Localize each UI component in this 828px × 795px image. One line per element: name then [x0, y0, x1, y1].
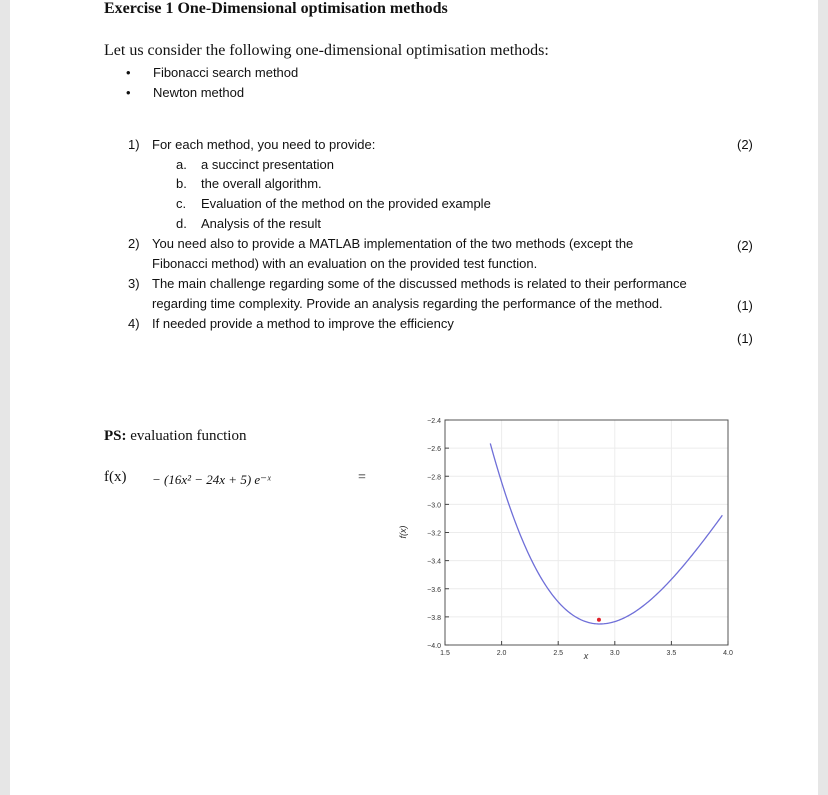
x-tick-label: 1.5	[440, 650, 450, 657]
y-tick-label: −3.6	[427, 586, 441, 594]
minimum-point	[597, 618, 601, 622]
points-label: (1)	[737, 331, 753, 346]
question-text: You need also to provide a MATLAB implementation of the two methods (except the	[152, 236, 634, 251]
y-axis-label: f(x)	[398, 525, 408, 539]
document-page	[10, 0, 818, 795]
bullet-icon: •	[126, 65, 131, 80]
y-tick-label: −3.4	[427, 558, 441, 566]
y-tick-label: −3.0	[427, 502, 441, 510]
formula-text: − (16x² − 24x + 5) e⁻ˣ	[152, 472, 271, 487]
y-axis-ticks	[427, 418, 449, 650]
y-tick-label: −2.6	[427, 446, 441, 454]
bullet-icon: •	[126, 85, 131, 100]
ps-label: PS:	[104, 428, 127, 444]
points-label: (2)	[737, 238, 753, 253]
subitem-letter: c.	[176, 196, 187, 211]
function-chart	[390, 405, 750, 670]
ps-text: evaluation function	[126, 428, 247, 444]
x-tick-label: 2.5	[553, 650, 564, 657]
method-label: Newton method	[153, 85, 245, 100]
y-tick-label: −2.4	[427, 418, 441, 425]
points-label: (1)	[737, 298, 753, 313]
x-tick-label: 3.0	[609, 650, 620, 657]
subitem-letter: b.	[176, 176, 187, 191]
subitem-letter: d.	[176, 216, 187, 231]
subitem-text: Evaluation of the method on the provided example	[201, 196, 491, 211]
question-number: 3)	[128, 276, 140, 291]
question-text: For each method, you need to provide:	[152, 137, 376, 152]
x-tick-label: 3.5	[666, 650, 677, 657]
intro-text: Let us consider the following one-dimensional optimisation methods:	[104, 42, 549, 59]
question-text: If needed provide a method to improve the efficiency	[152, 316, 454, 331]
subitem-text: Analysis of the result	[201, 216, 321, 231]
question-text: The main challenge regarding some of the discussed methods is related to their performance	[152, 276, 687, 291]
subitem-text: the overall algorithm.	[201, 176, 322, 191]
chart-grid	[445, 420, 728, 645]
y-tick-label: −4.0	[427, 643, 441, 650]
x-tick-label: 2.0	[496, 650, 507, 657]
fx-label: f(x)	[104, 469, 127, 485]
x-axis-label: x	[583, 651, 589, 661]
y-tick-label: −3.2	[427, 530, 441, 538]
ps-heading	[104, 428, 246, 445]
question-text: regarding time complexity. Provide an analysis regarding the performance of the method.	[152, 296, 663, 311]
equals-sign: =	[358, 470, 366, 485]
question-text: Fibonacci method) with an evaluation on the provided test function.	[152, 256, 538, 271]
question-number: 1)	[128, 137, 140, 152]
points-label: (2)	[737, 137, 753, 152]
subitem-text: a succinct presentation	[201, 157, 334, 172]
y-tick-label: −3.8	[427, 614, 441, 622]
x-tick-label: 4.0	[723, 650, 733, 657]
y-tick-label: −2.8	[427, 474, 441, 482]
subitem-letter: a.	[176, 157, 187, 172]
series-line	[490, 443, 722, 624]
question-number: 4)	[128, 316, 140, 331]
exercise-title: Exercise 1 One-Dimensional optimisation methods	[104, 0, 448, 17]
method-label: Fibonacci search method	[153, 65, 299, 80]
question-number: 2)	[128, 236, 140, 251]
